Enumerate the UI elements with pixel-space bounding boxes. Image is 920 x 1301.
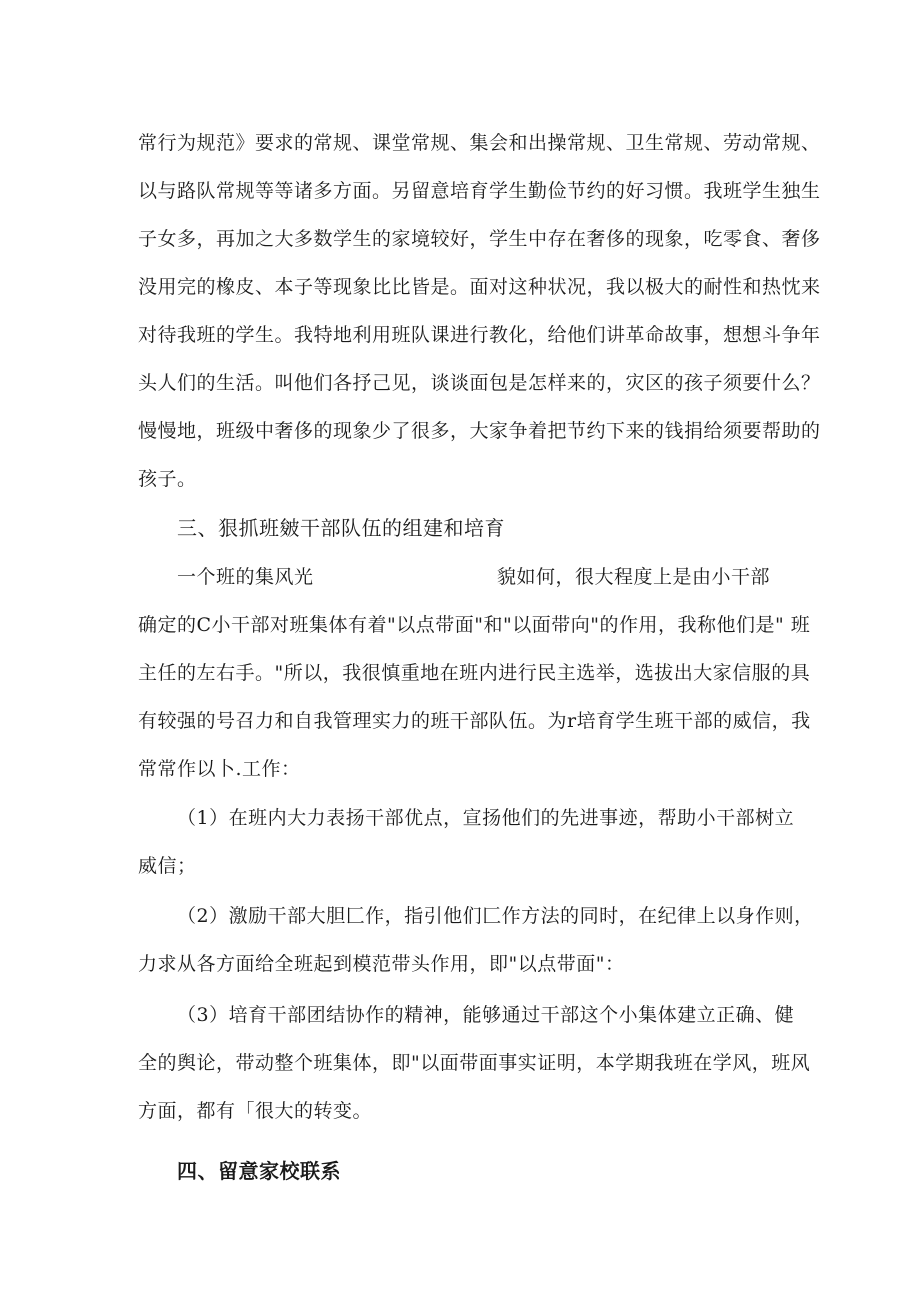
list-item-line: 力求从各方面给全班起到模范带头作用，即"以点带面"： — [138, 953, 625, 975]
paragraph-line: 孩子。 — [138, 468, 197, 490]
paragraph-line: 有较强的号召力和自我管理实力的班干部队伍。为r培育学生班干部的威信，我 — [138, 710, 811, 732]
paragraph-line: 对待我班的学生。我特地利用班队课进行教化，给他们讲革命故事，想想斗争年 — [138, 324, 821, 346]
list-item-line: 方面，都有「很大的转变。 — [138, 1100, 373, 1122]
paragraph-line: 子女多，再加之大多数学生的家境较好，学生中存在奢侈的现象，吃零食、奢侈 — [138, 228, 821, 250]
section-heading-4: 四、留意家校联系 — [177, 1159, 341, 1183]
paragraph-line-left: 一个班的集风光 — [177, 566, 314, 588]
list-item-line: 威信； — [138, 855, 197, 877]
paragraph-line: 以与路队常规等等诸多方面。另留意培育学生勤俭节约的好习惯。我班学生独生 — [138, 180, 821, 202]
paragraph-line: 头人们的生活。叫他们各抒己见，谈谈面包是怎样来的，灾区的孩子须要什么？ — [138, 372, 821, 394]
paragraph-line: 慢慢地，班级中奢侈的现象少了很多，大家争着把节约下来的钱捐给须要帮助的 — [138, 420, 821, 442]
paragraph-line: 没用完的橡皮、本子等现象比比皆是。面对这种状况，我以极大的耐性和热忱来 — [138, 276, 821, 298]
list-item-line: （2）激励干部大胆匚作，指引他们匚作方法的同时，在纪律上以身作则， — [177, 905, 814, 927]
paragraph-line-right: 貌如何，很大程度上是由小干部 — [497, 566, 771, 588]
paragraph-line: 常常作以卜.工作： — [138, 758, 301, 780]
list-item-line: 全的舆论，带动整个班集体，即"以面带面事实证明，本学期我班在学风，班风 — [138, 1052, 811, 1074]
paragraph-line: 常行为规范》要求的常规、课堂常规、集会和出操常规、卫生常规、劳动常规、 — [138, 132, 821, 154]
paragraph-line: 确定的C小干部对班集体有着"以点带面"和"以面带向"的作用，我称他们是" 班 — [138, 614, 811, 636]
list-item-line: （3）培育干部团结协作的精神，能够通过干部这个小集体建立正确、健 — [177, 1004, 795, 1026]
list-item-line: （1）在班内大力表扬干部优点，宣扬他们的先进事迹，帮助小干部树立 — [177, 807, 795, 829]
paragraph-line: 主任的左右手。"所以，我很慎重地在班内进行民主选举，选拔出大家信服的具 — [138, 662, 811, 684]
section-heading-3: 三、狠抓班皴干部队伍的组建和培育 — [177, 516, 505, 540]
